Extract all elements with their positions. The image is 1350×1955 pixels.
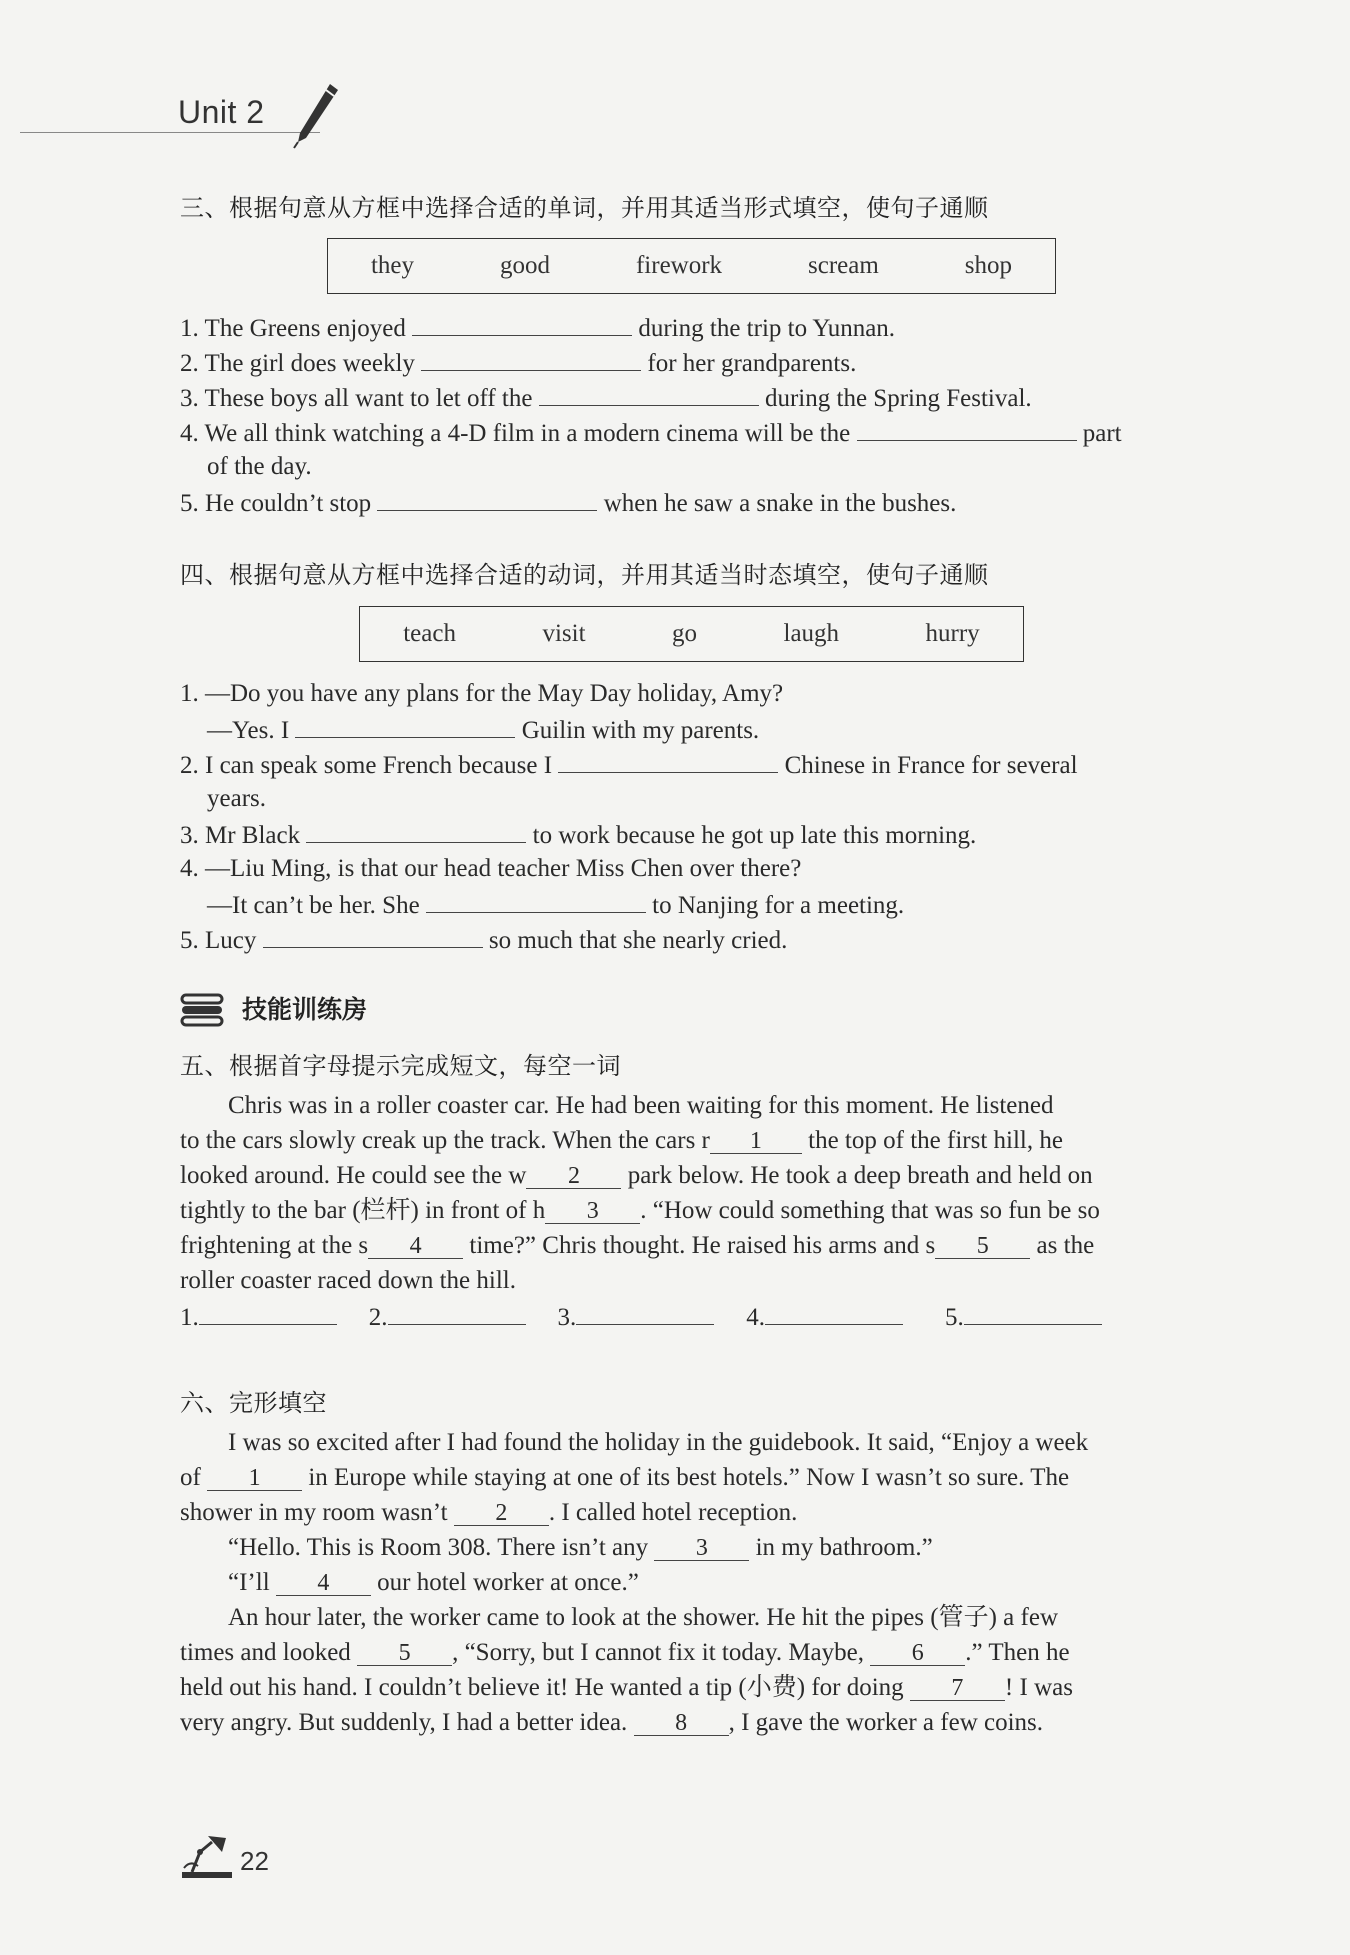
passage-text: ! I was: [1004, 1674, 1073, 1701]
passage-blank[interactable]: 4: [276, 1571, 371, 1596]
page-footer: [178, 1832, 298, 1882]
passage-text: time?” Chris thought. He raised his arms and s: [469, 1232, 936, 1259]
passage-text: park below. He took a deep breath and held on: [627, 1162, 1093, 1189]
s6-line-6: An hour later, the worker came to look at the shower. He hit the pipes (管子) a few: [228, 1604, 1058, 1631]
s3-question-3: [180, 381, 1032, 415]
passage-text: the top of the first hill, he: [808, 1127, 1063, 1154]
section3-heading: 三、根据句意从方框中选择合适的单词，并用其适当形式填空，使句子通顺: [180, 194, 989, 222]
question-text: Chinese in France for several: [784, 752, 1078, 779]
book-stack-icon: [180, 992, 224, 1028]
passage-blank[interactable]: 2: [526, 1164, 621, 1189]
answer-number: 2.: [368, 1304, 388, 1331]
word-option: shop: [964, 252, 1013, 279]
s3-question-4: [180, 416, 1122, 450]
passage-blank[interactable]: 1: [207, 1466, 302, 1491]
answer-blank[interactable]: [199, 1300, 337, 1325]
question-text: —Yes. I: [207, 717, 290, 744]
passage-text: .” Then he: [965, 1639, 1070, 1666]
passage-text: frightening at the s: [180, 1232, 369, 1259]
passage-blank[interactable]: 5: [935, 1234, 1030, 1259]
passage-text: in my bathroom.”: [755, 1534, 933, 1561]
s5-line-1: Chris was in a roller coaster car. He had been waiting for this moment. He listened: [228, 1092, 1054, 1119]
question-text: to Nanjing for a meeting.: [652, 892, 905, 919]
answer-blank[interactable]: [539, 381, 759, 406]
s4-question-2-cont: years.: [207, 785, 266, 812]
answer-blank[interactable]: [558, 748, 778, 773]
passage-text: , I gave the worker a few coins.: [728, 1709, 1044, 1736]
word-option: firework: [635, 252, 723, 279]
word-option: hurry: [925, 620, 980, 647]
question-text: during the Spring Festival.: [764, 385, 1032, 412]
answer-blank[interactable]: [295, 713, 515, 738]
word-option: teach: [403, 620, 456, 647]
answer-blank[interactable]: [576, 1300, 714, 1325]
s6-line-8: [180, 1672, 1073, 1704]
s4-question-1: 1. —Do you have any plans for the May Day holiday, Amy?: [180, 680, 784, 707]
s4-question-1-reply: [207, 713, 759, 747]
passage-text: times and looked: [180, 1639, 351, 1666]
desk-lamp-icon: [178, 1832, 236, 1882]
section5-heading: 五、根据首字母提示完成短文，每空一词: [180, 1052, 621, 1080]
passage-text: very angry. But suddenly, I had a better idea.: [180, 1709, 628, 1736]
question-text: for her grandparents.: [647, 350, 857, 377]
s4-question-3: [180, 818, 976, 852]
question-text: 5. Lucy: [180, 927, 257, 954]
passage-blank[interactable]: 6: [870, 1641, 965, 1666]
question-text: 5. He couldn’t stop: [180, 490, 372, 517]
question-text: Guilin with my parents.: [521, 717, 760, 744]
passage-text: of: [180, 1464, 201, 1491]
passage-blank[interactable]: 3: [545, 1199, 640, 1224]
s4-question-4-reply: [207, 888, 904, 922]
answer-blank[interactable]: [964, 1300, 1102, 1325]
passage-text: tightly to the bar (栏杆) in front of h: [180, 1197, 546, 1224]
s4-question-4: 4. —Liu Ming, is that our head teacher Miss Chen over there?: [180, 855, 802, 882]
pen-icon: [286, 80, 346, 150]
passage-text: in Europe while staying at one of its best hotels.” Now I wasn’t so sure. The: [308, 1464, 1070, 1491]
header-rule: [20, 132, 320, 133]
passage-text: held out his hand. I couldn’t believe it! He wanted a tip (小费) for doing: [180, 1674, 904, 1701]
passage-text: our hotel worker at once.”: [377, 1569, 639, 1596]
answer-blank[interactable]: [765, 1300, 903, 1325]
s6-line-2: [180, 1462, 1069, 1494]
s6-line-7: [180, 1637, 1070, 1669]
passage-blank[interactable]: 8: [634, 1711, 729, 1736]
word-option: scream: [808, 252, 879, 279]
word-option: good: [500, 252, 550, 279]
s6-line-5: [228, 1567, 639, 1599]
passage-blank[interactable]: 4: [368, 1234, 463, 1259]
s5-line-4: [180, 1195, 1100, 1227]
question-text: 2. The girl does weekly: [180, 350, 415, 377]
answer-number: 5.: [945, 1304, 964, 1331]
section6-heading: 六、完形填空: [180, 1389, 327, 1417]
word-option: laugh: [783, 620, 840, 647]
answer-number: 3.: [557, 1304, 577, 1331]
answer-blank[interactable]: [412, 311, 632, 336]
s5-line-5: [180, 1230, 1094, 1262]
s6-line-4: [228, 1532, 933, 1564]
passage-text: looked around. He could see the w: [180, 1162, 527, 1189]
answer-blank[interactable]: [857, 416, 1077, 441]
answer-blank[interactable]: [388, 1300, 526, 1325]
passage-text: . “How could something that was so fun be so: [640, 1197, 1100, 1224]
answer-blank[interactable]: [306, 818, 526, 843]
passage-text: “Hello. This is Room 308. There isn’t any: [228, 1534, 649, 1561]
s5-line-2: [180, 1125, 1063, 1157]
word-option: they: [370, 252, 415, 279]
s3-question-4-cont: of the day.: [207, 453, 312, 480]
question-text: to work because he got up late this morning.: [532, 822, 977, 849]
answer-blank[interactable]: [377, 486, 597, 511]
s6-line-3: [180, 1497, 797, 1529]
question-text: 3. Mr Black: [180, 822, 301, 849]
s3-question-2: [180, 346, 856, 380]
word-option: visit: [542, 620, 586, 647]
passage-text: , “Sorry, but I cannot fix it today. Maybe,: [452, 1639, 865, 1666]
s3-question-1: [180, 311, 895, 345]
question-text: 1. The Greens enjoyed: [180, 315, 406, 342]
s4-question-5: [180, 923, 787, 957]
s5-line-3: [180, 1160, 1093, 1192]
section4-word-box: [359, 606, 1024, 662]
answer-blank[interactable]: [421, 346, 641, 371]
page-number: 22: [240, 1846, 269, 1876]
question-text: so much that she nearly cried.: [488, 927, 788, 954]
section4-heading: 四、根据句意从方框中选择合适的动词，并用其适当时态填空，使句子通顺: [180, 561, 989, 589]
answer-blank[interactable]: [263, 923, 483, 948]
answer-blank[interactable]: [426, 888, 646, 913]
skill-title: 技能训练房: [242, 995, 368, 1024]
question-text: 2. I can speak some French because I: [180, 752, 553, 779]
section3-word-box: [327, 238, 1056, 294]
question-text: 3. These boys all want to let off the: [180, 385, 533, 412]
passage-blank[interactable]: 1: [710, 1129, 802, 1154]
s3-question-5: [180, 486, 956, 520]
word-option: go: [672, 620, 698, 647]
passage-blank[interactable]: 5: [357, 1641, 452, 1666]
s6-line-1: I was so excited after I had found the holiday in the guidebook. It said, “Enjoy a week: [228, 1429, 1089, 1456]
answer-number: 4.: [746, 1304, 765, 1331]
answer-number: 1.: [180, 1304, 199, 1331]
question-text: 4. We all think watching a 4-D film in a modern cinema will be the: [180, 420, 851, 447]
page-header: [20, 80, 340, 150]
passage-blank[interactable]: 3: [654, 1536, 749, 1561]
passage-blank[interactable]: 7: [910, 1676, 1005, 1701]
passage-text: . I called hotel reception.: [548, 1499, 798, 1526]
unit-title: Unit 2: [178, 94, 265, 130]
question-text: during the trip to Yunnan.: [638, 315, 896, 342]
passage-text: to the cars slowly creak up the track. When the cars r: [180, 1127, 710, 1154]
question-text: —It can’t be her. She: [207, 892, 420, 919]
question-text: part: [1082, 420, 1122, 447]
question-text: when he saw a snake in the bushes.: [603, 490, 957, 517]
s6-line-9: [180, 1707, 1043, 1739]
passage-text: shower in my room wasn’t: [180, 1499, 448, 1526]
passage-text: “I’ll: [228, 1569, 270, 1596]
s4-question-2: [180, 748, 1078, 782]
s5-line-6: roller coaster raced down the hill.: [180, 1267, 516, 1294]
passage-blank[interactable]: 2: [454, 1501, 549, 1526]
passage-text: as the: [1036, 1232, 1095, 1259]
s5-answer-row: [180, 1300, 1102, 1334]
